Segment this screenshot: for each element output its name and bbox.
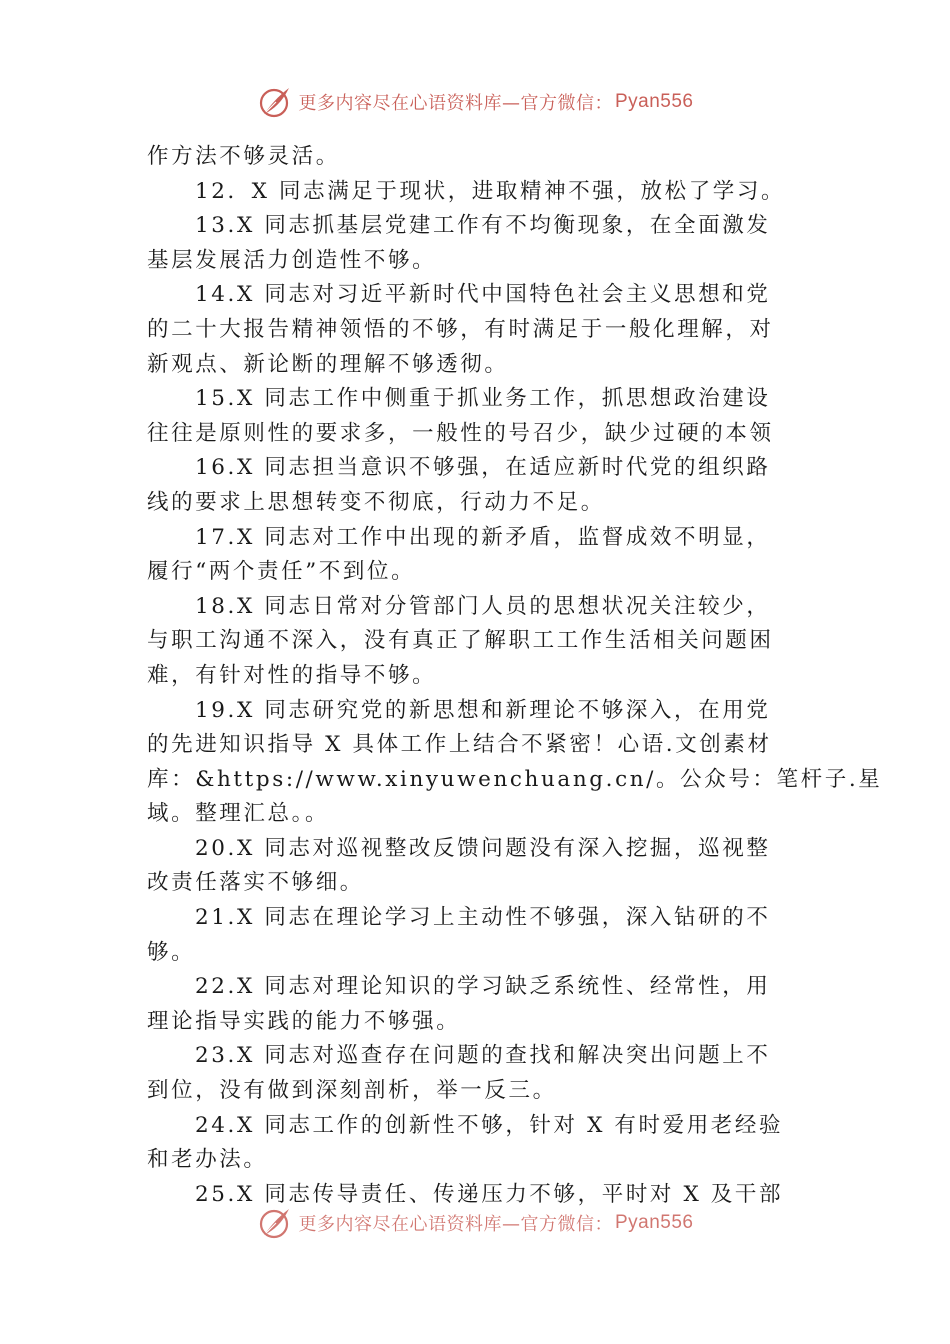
text-line: 19.X 同志研究党的新思想和新理论不够深入，在用党 [195,697,771,723]
text-line: 难，有针对性的指导不够。 [147,662,437,688]
text-line: 24.X 同志工作的创新性不够，针对 X 有时爱用老经验 [195,1112,784,1138]
text-line: 25.X 同志传导责任、传递压力不够，平时对 X 及干部 [195,1181,784,1207]
text-line: 18.X 同志日常对分管部门人员的思想状况关注较少， [195,593,771,619]
text-line: 新观点、新论断的理解不够透彻。 [147,351,509,377]
header-watermark [0,82,950,122]
text-line: 库：&https://www.xinyuwenchuang.cn/。公众号：笔杆子.星 [147,766,883,792]
text-line: 21.X 同志在理论学习上主动性不够强，深入钻研的不 [195,905,771,931]
text-line: 16.X 同志担当意识不够强，在适应新时代党的组织路 [195,455,771,481]
watermark-text: 更多内容尽在心语资料库—官方微信： [298,93,613,114]
text-line: 的先进知识指导 X 具体工作上结合不紧密！心语.文创素材 [147,732,772,758]
text-line: 17.X 同志对工作中出现的新矛盾，监督成效不明显， [195,524,771,550]
text-line: 12．X 同志满足于现状，进取精神不强，放松了学习。 [195,178,786,204]
text-line: 14.X 同志对习近平新时代中国特色社会主义思想和党 [195,282,771,308]
text-line: 20.X 同志对巡视整改反馈问题没有深入挖掘，巡视整 [195,835,771,861]
text-line: 往往是原则性的要求多，一般性的号召少，缺少过硬的本领 [147,420,774,446]
text-line: 基层发展活力创造性不够。 [147,247,437,273]
footer-watermark [0,1203,950,1243]
text-line: 15.X 同志工作中侧重于抓业务工作，抓思想政治建设 [195,386,771,412]
quill-logo-icon [256,1205,292,1241]
text-line: 线的要求上思想转变不彻底，行动力不足。 [147,489,605,515]
text-line: 作方法不够灵活。 [147,144,340,169]
text-line: 与职工沟通不深入，没有真正了解职工工作生活相关问题困 [147,628,774,654]
watermark-handle: Pyan556 [614,1212,694,1233]
body-text [147,140,883,1212]
text-line: 理论指导实践的能力不够强。 [147,1008,461,1034]
quill-logo-icon [256,84,292,120]
text-line: 和老办法。 [147,1147,268,1173]
text-line: 履行“两个责任”不到位。 [147,559,416,585]
text-line: 23.X 同志对巡查存在问题的查找和解决突出问题上不 [195,1043,771,1069]
watermark-handle: Pyan556 [614,91,694,112]
text-line: 的二十大报告精神领悟的不够，有时满足于一般化理解，对 [147,316,774,342]
watermark-text: 更多内容尽在心语资料库—官方微信： [298,1214,613,1235]
text-line: 到位，没有做到深刻剖析，举一反三。 [147,1078,557,1104]
text-line: 域。整理汇总。。 [147,801,330,827]
text-line: 够。 [147,939,196,965]
text-line: 改责任落实不够细。 [147,870,364,896]
text-line: 13.X 同志抓基层党建工作有不均衡现象，在全面激发 [195,213,771,239]
text-line: 22.X 同志对理论知识的学习缺乏系统性、经常性，用 [195,974,771,1000]
